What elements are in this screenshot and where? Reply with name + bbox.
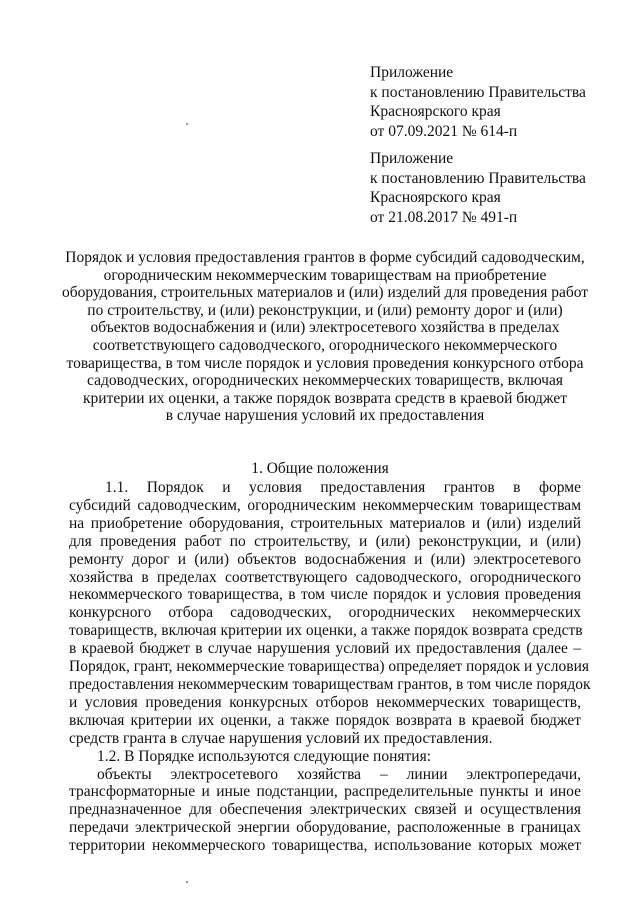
body-line: некоммерческого товарищества, в том числе порядок и условия проведения: [69, 586, 581, 604]
scan-speck: [186, 881, 188, 883]
body-text: [69, 479, 591, 855]
appendix-line: от 21.08.2017 № 491-п: [370, 208, 518, 226]
title-line: по строительству, и (или) реконструкции, и (или) ремонту дорог и (или): [87, 301, 563, 319]
appendix-line: Красноярского края: [370, 103, 501, 120]
body-line: субсидий садоводческим, огородническим некоммерческим товариществам: [69, 496, 581, 514]
document-title: [60, 249, 590, 425]
body-line: товариществ, включая критерии их оценки, а также порядок возврата средств: [69, 622, 583, 640]
body-line: для проведения работ по строительству, и (или) реконструкции, и (или): [69, 532, 581, 550]
body-line: включая критерии их оценки, а также порядок возврата в краевой бюджет: [69, 711, 581, 729]
body-line: 1.1. Порядок и условия предоставления грантов в форме: [105, 479, 581, 496]
appendix-line: к постановлению Правительства: [370, 169, 586, 187]
body-line: передачи электрической энергии оборудование, расположенные в границах: [69, 819, 581, 837]
title-line: в случае нарушения условий их предоставления: [165, 407, 485, 425]
body-line: хозяйства в пределах соответствующего садоводческого, огороднического: [69, 568, 581, 586]
body-line: предназначенное для обеспечения электрических связей и осуществления: [69, 801, 581, 819]
title-line: критерии их оценки, а также порядок возврата средств в краевой бюджет: [83, 389, 567, 407]
title-line: огородническим некоммерческим товариществам на приобретение: [103, 266, 547, 284]
body-line: Порядок, грант, некоммерческие товарищества) определяет порядок и условия: [69, 658, 589, 676]
appendix-line: от 07.09.2021 № 614-п: [370, 122, 518, 140]
title-line: соответствующего садоводческого, огороднического некоммерческого: [92, 336, 558, 354]
body-line: объекты электросетевого хозяйства – линии электропередачи,: [97, 765, 581, 783]
body-line: на приобретение оборудования, строительных материалов и (или) изделий: [69, 514, 581, 532]
appendix-line: Красноярского края: [370, 189, 501, 206]
body-line: территории некоммерческого товарищества, использование которых может: [69, 837, 581, 855]
title-line: Порядок и условия предоставления грантов в форме субсидий садоводческим,: [65, 249, 585, 266]
title-line: садоводческих, огороднических некоммерческих товариществ, включая: [87, 372, 563, 390]
body-line: 1.2. В Порядке используются следующие понятия:: [97, 747, 431, 765]
body-line: предоставления некоммерческим товариществам грантов, в том числе порядок: [69, 675, 591, 693]
appendix-line: к постановлению Правительства: [370, 83, 586, 101]
appendix-line: Приложение: [370, 150, 454, 167]
scan-speck: [186, 123, 188, 125]
section-heading: 1. Общие положения: [251, 460, 389, 477]
appendix-note-original: [370, 149, 632, 227]
title-line: оборудования, строительных материалов и (или) изделий для проведения работ: [61, 284, 589, 302]
appendix-line: Приложение: [370, 64, 454, 81]
body-line: средств гранта в случае нарушения условий их предоставления.: [69, 729, 493, 747]
body-line: и условия проведения конкурсных отборов некоммерческих товариществ,: [69, 693, 581, 711]
body-line: конкурсного отбора садоводческих, огороднических некоммерческих: [69, 604, 581, 622]
title-line: товарищества, в том числе порядок и условия проведения конкурсного отбора: [66, 354, 584, 372]
body-line: ремонту дорог и (или) объектов водоснабжения и (или) электросетевого: [69, 550, 581, 568]
appendix-note-current: [370, 63, 632, 141]
title-line: объектов водоснабжения и (или) электросетевого хозяйства в пределах: [90, 319, 560, 337]
body-line: трансформаторные и иные подстанции, распределительные пункты и иное: [69, 783, 581, 801]
body-line: в краевой бюджет в случае нарушения условий их предоставления (далее –: [69, 640, 581, 658]
